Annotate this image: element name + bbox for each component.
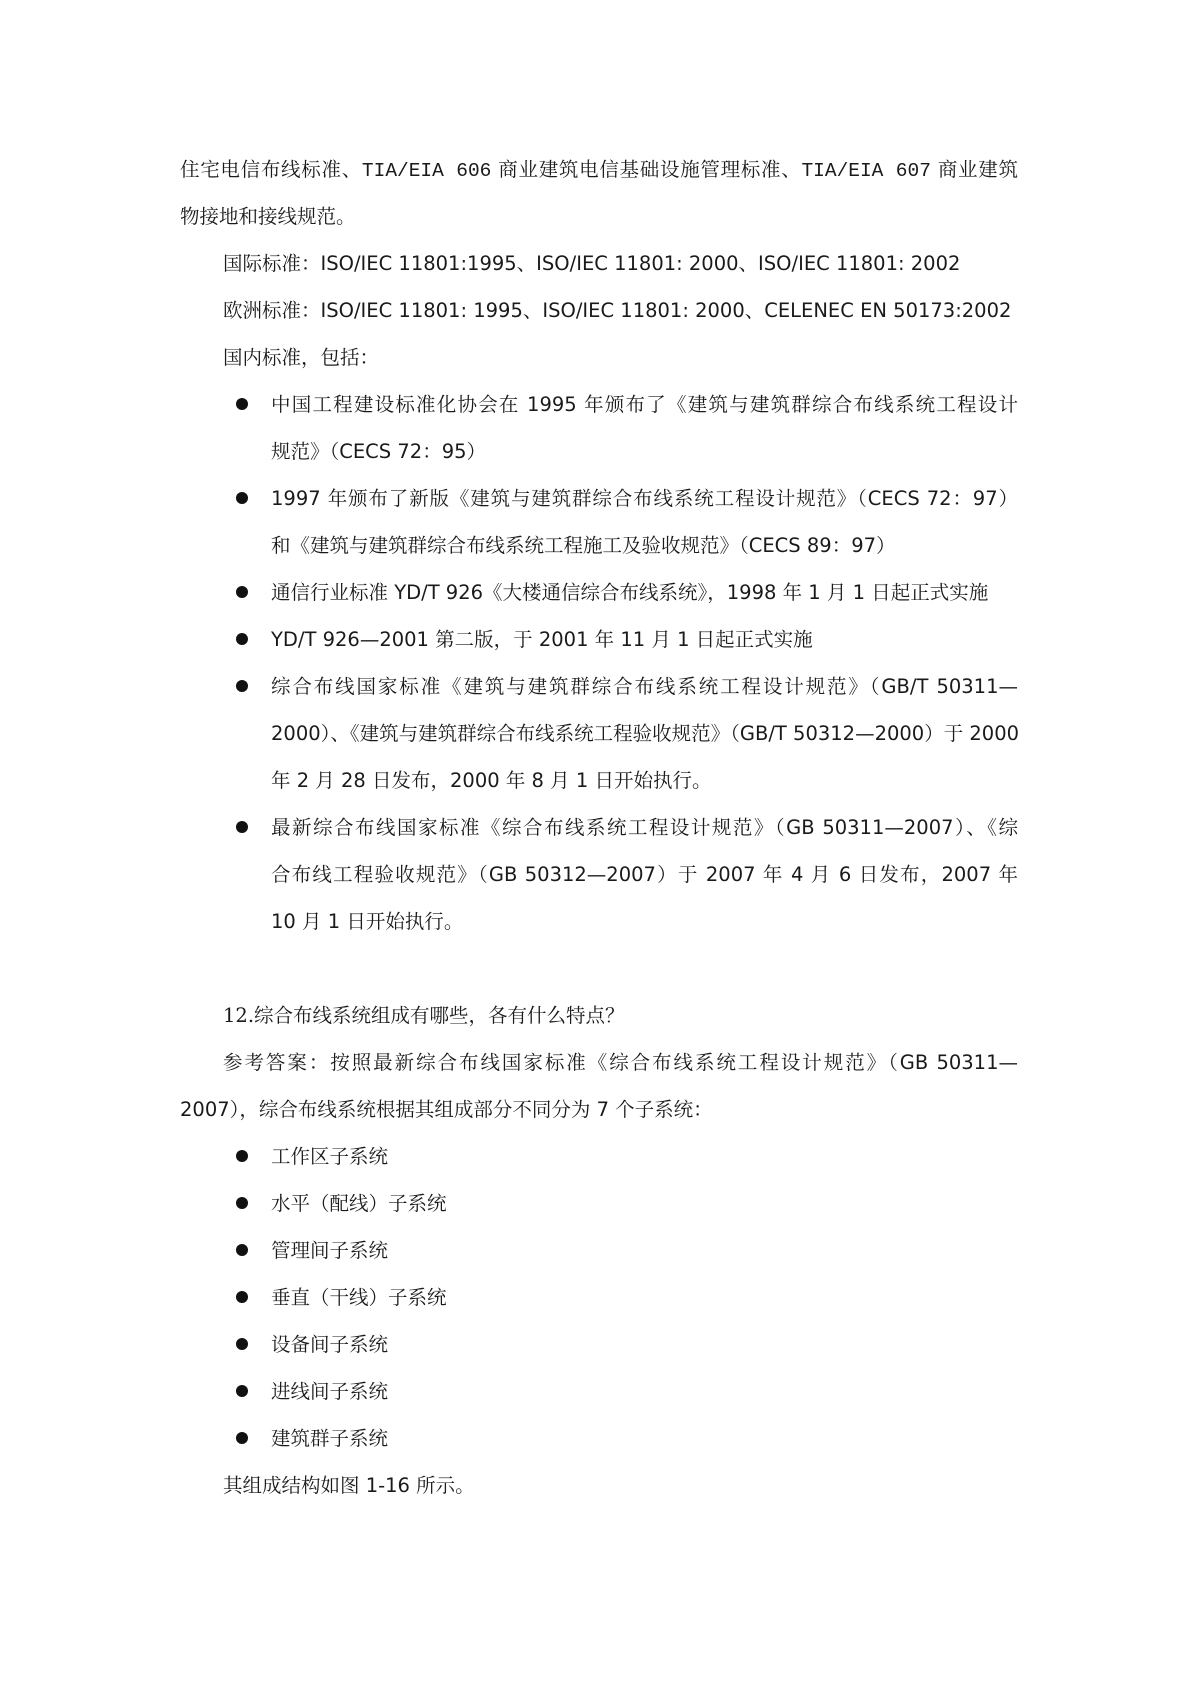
question-title: 12.综合布线系统组成有哪些，各有什么特点？ (223, 1004, 625, 1027)
answer-line-1: 参考答案：按照最新综合布线国家标准《综合布线系统工程设计规范》（GB 50311— (223, 1051, 1018, 1074)
list-item-line: 合布线工程验收规范》（GB 50312—2007）于 2007 年 4 月 6 日发布，2007 年 (271, 863, 1018, 886)
intro-text: 商业建筑 (937, 158, 1018, 181)
domestic-standards-list (180, 381, 1018, 945)
list-item (180, 1133, 1018, 1180)
subsystem-label: 工作区子系统 (271, 1145, 389, 1168)
closing-sentence: 其组成结构如图 1-16 所示。 (223, 1474, 475, 1497)
subsystem-label: 水平（配线）子系统 (271, 1192, 447, 1215)
intro-line-1 (180, 146, 1018, 193)
list-item-line: 和《建筑与建筑群综合布线系统工程施工及验收规范》（CECS 89：97） (271, 534, 896, 557)
list-item (180, 804, 1018, 945)
bullet-icon (236, 1244, 248, 1256)
bullet-icon (236, 1338, 248, 1350)
subsystems-list (180, 1133, 1018, 1462)
bullet-icon (236, 1432, 248, 1444)
list-item (180, 1415, 1018, 1462)
list-item (180, 1274, 1018, 1321)
list-item-line: 年 2 月 28 日发布，2000 年 8 月 1 日开始执行。 (271, 769, 712, 792)
list-item-line: 2000）、《建筑与建筑群综合布线系统工程验收规范》（GB/T 50312—2000）于 2000 (271, 722, 1020, 745)
section-spacer (180, 945, 1018, 992)
domestic-standards-heading: 国内标准，包括： (223, 346, 380, 369)
list-item (180, 475, 1018, 569)
bullet-icon (236, 821, 248, 833)
intro-standard-code: TIA/EIA 606 (361, 160, 492, 182)
list-item (180, 381, 1018, 475)
list-item (180, 1368, 1018, 1415)
list-item (180, 1180, 1018, 1227)
intro-line-2: 物接地和接线规范。 (180, 205, 356, 228)
list-item-line: 最新综合布线国家标准《综合布线系统工程设计规范》（GB 50311—2007）、《综 (271, 816, 1018, 839)
list-item (180, 1321, 1018, 1368)
bullet-icon (236, 492, 248, 504)
list-item-line: YD/T 926—2001 第二版，于 2001 年 11 月 1 日起正式实施 (271, 628, 813, 651)
list-item (180, 616, 1018, 663)
subsystem-label: 进线间子系统 (271, 1380, 389, 1403)
european-standards: 欧洲标准：ISO/IEC 11801: 1995、ISO/IEC 11801: 2000、CELENEC EN 50173:2002 (223, 299, 1012, 322)
answer-line-2: 2007），综合布线系统根据其组成部分不同分为 7 个子系统： (180, 1098, 713, 1121)
intro-standard-code: TIA/EIA 607 (801, 160, 931, 182)
bullet-icon (236, 1385, 248, 1397)
list-item (180, 569, 1018, 616)
list-item-line: 中国工程建设标准化协会在 1995 年颁布了《建筑与建筑群综合布线系统工程设计 (271, 393, 1018, 416)
subsystem-label: 设备间子系统 (271, 1333, 389, 1356)
bullet-icon (236, 1197, 248, 1209)
list-item-line: 通信行业标准 YD/T 926《大楼通信综合布线系统》，1998 年 1 月 1 日起正式实施 (271, 581, 989, 604)
subsystem-label: 垂直（干线）子系统 (271, 1286, 447, 1309)
bullet-icon (236, 586, 248, 598)
bullet-icon (236, 1150, 248, 1162)
document-body (180, 146, 1018, 1509)
bullet-icon (236, 680, 248, 692)
bullet-icon (236, 398, 248, 410)
international-standards: 国际标准：ISO/IEC 11801:1995、ISO/IEC 11801: 2000、ISO/IEC 11801: 2002 (223, 252, 961, 275)
subsystem-label: 建筑群子系统 (271, 1427, 389, 1450)
list-item-line: 1997 年颁布了新版《建筑与建筑群综合布线系统工程设计规范》（CECS 72：97） (271, 487, 1018, 510)
list-item-line: 综合布线国家标准《建筑与建筑群综合布线系统工程设计规范》（GB/T 50311— (271, 675, 1018, 698)
list-item (180, 663, 1018, 804)
list-item-line: 规范》（CECS 72：95） (271, 440, 487, 463)
bullet-icon (236, 633, 248, 645)
intro-text: 商业建筑电信基础设施管理标准、 (498, 158, 802, 181)
list-item (180, 1227, 1018, 1274)
intro-text: 住宅电信布线标准、 (180, 158, 362, 181)
list-item-line: 10 月 1 日开始执行。 (271, 910, 464, 933)
subsystem-label: 管理间子系统 (271, 1239, 389, 1262)
bullet-icon (236, 1291, 248, 1303)
